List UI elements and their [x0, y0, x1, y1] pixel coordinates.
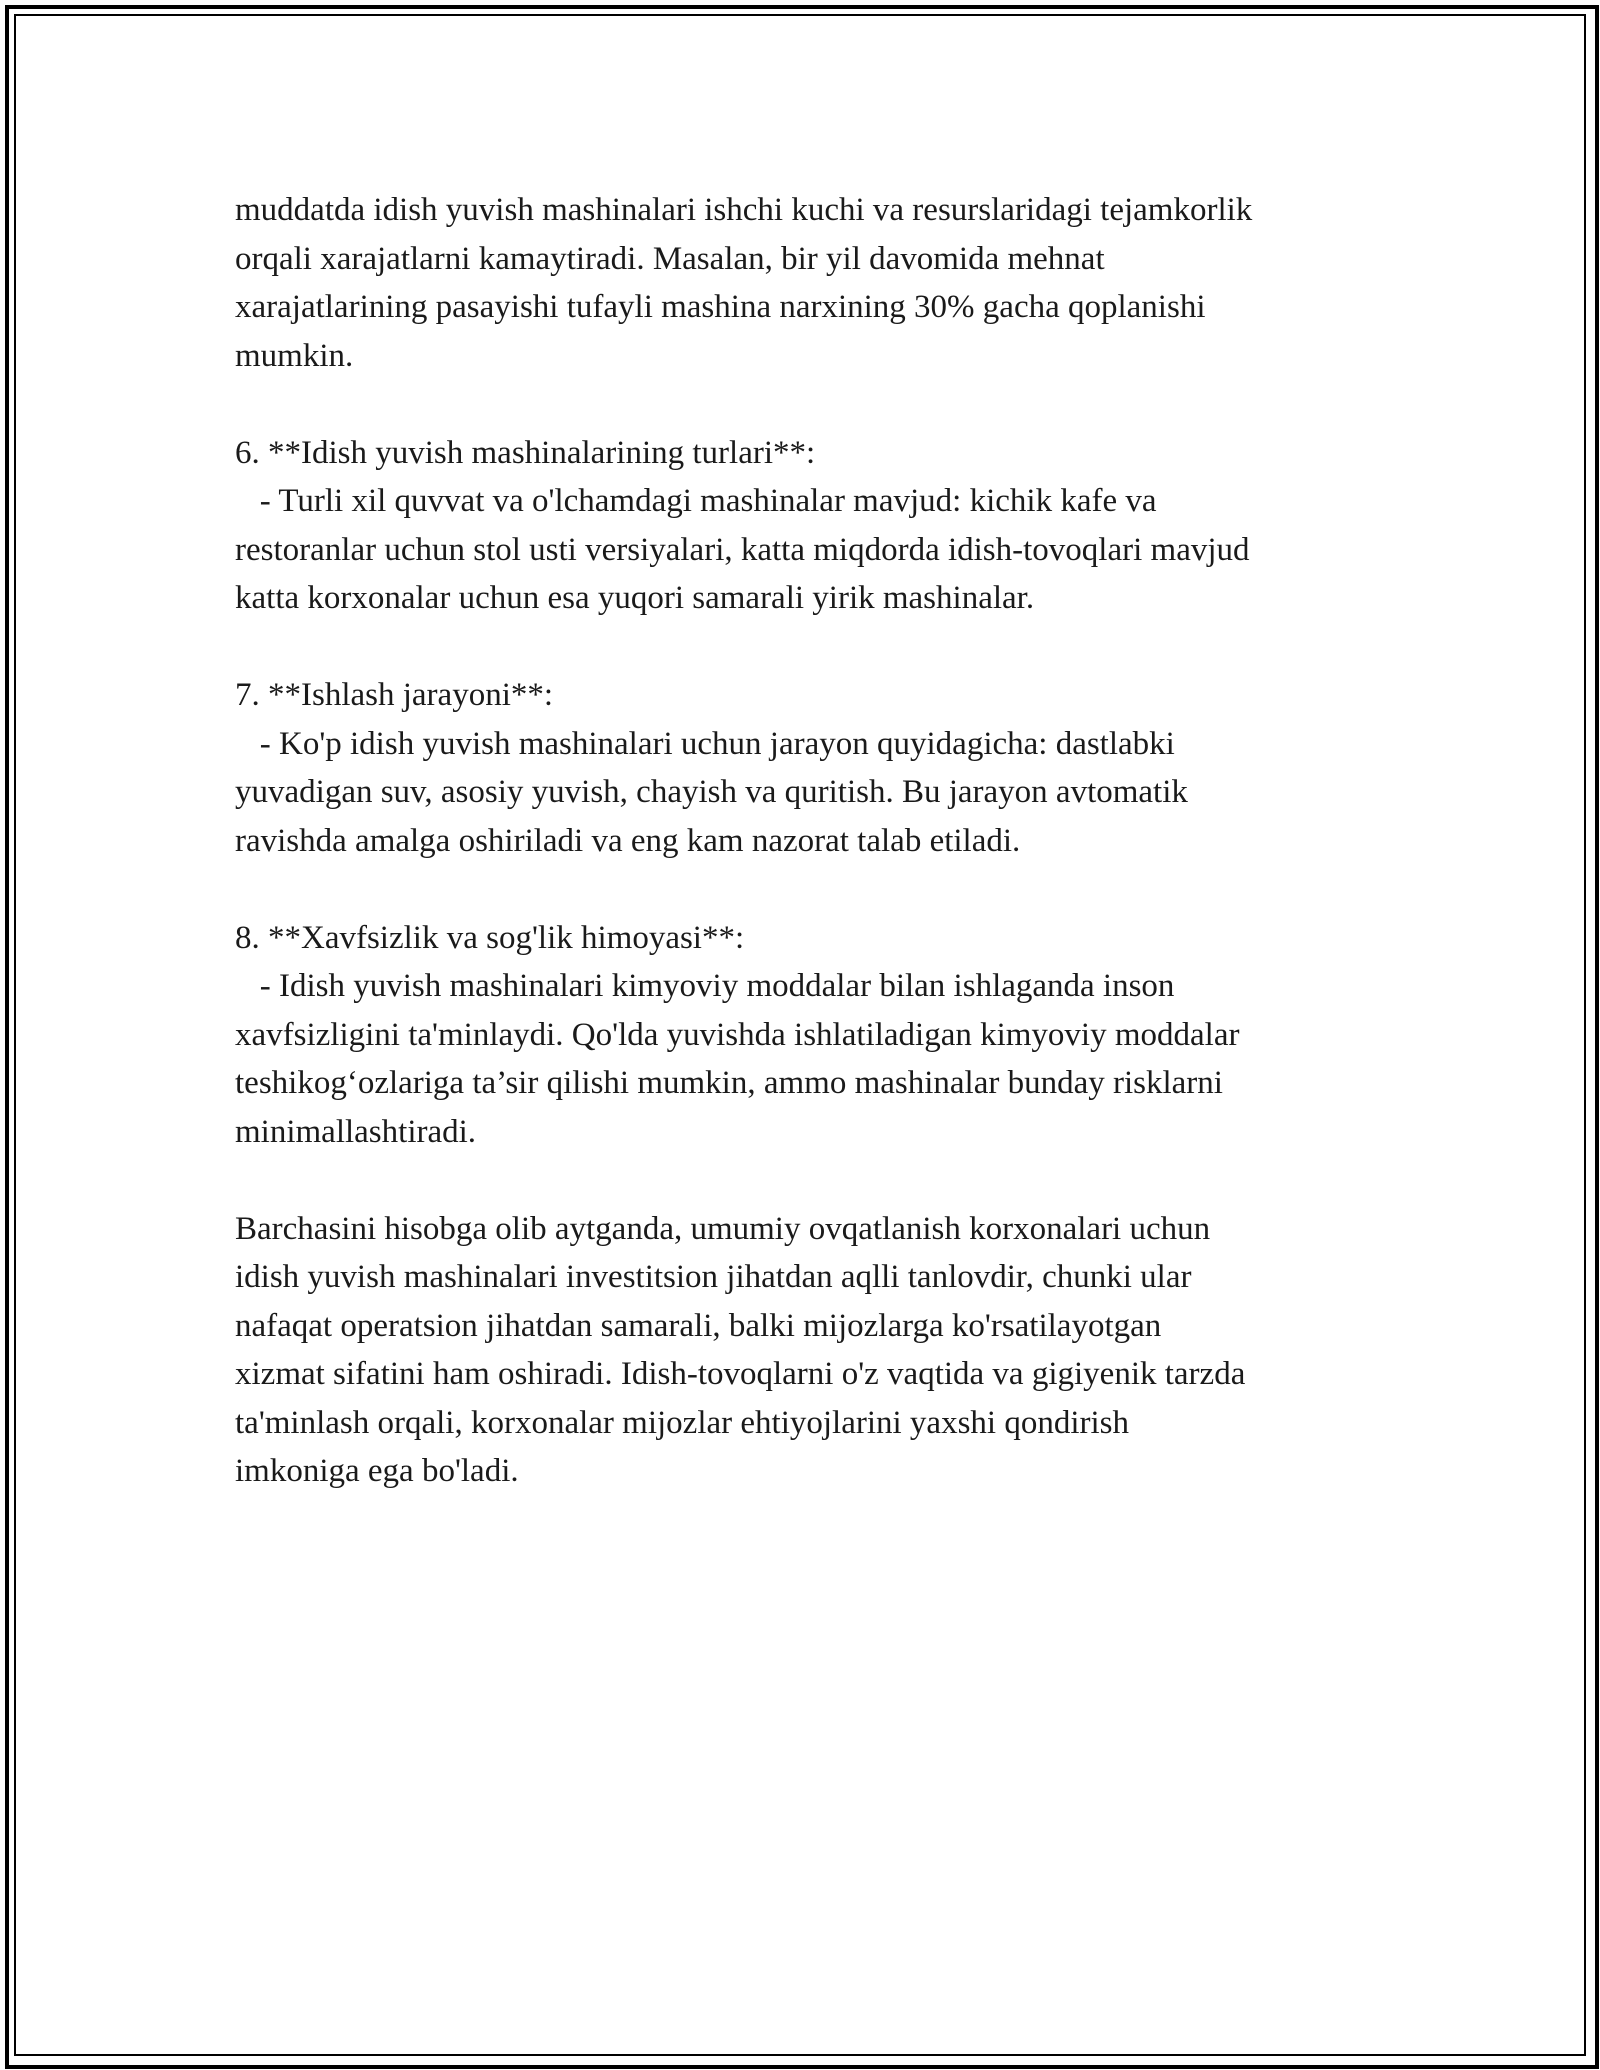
text-line: - Idish yuvish mashinalari kimyoviy moddalar bilan ishlaganda inson [235, 968, 1175, 1004]
paragraph-cost-savings [235, 186, 1385, 380]
text-line: minimallashtiradi. [235, 1113, 477, 1150]
text-line: xavfsizligini ta'minlaydi. Qo'lda yuvishda ishlatiladigan kimyoviy moddalar [235, 1016, 1240, 1053]
text-line: xizmat sifatini ham oshiradi. Idish-tovoqlarni o'z vaqtida va gigiyenik tarzda [235, 1356, 1246, 1392]
section-heading: 7. **Ishlash jarayoni**: [235, 677, 554, 713]
text-line: yuvadigan suv, asosiy yuvish, chayish va quritish. Bu jarayon avtomatik [235, 774, 1188, 810]
text-line: - Ko'p idish yuvish mashinalari uchun jarayon quyidagicha: dastlabki [235, 725, 1175, 762]
text-line: teshikogʻozlariga ta’sir qilishi mumkin, ammo mashinalar bunday risklarni [235, 1065, 1223, 1101]
paragraph-safety [235, 914, 1385, 1157]
text-line: imkoniga ega bo'ladi. [235, 1453, 519, 1489]
paragraph-machine-types [235, 429, 1385, 623]
text-line: Barchasini hisobga olib aytganda, umumiy ovqatlanish korxonalari uchun [235, 1210, 1211, 1247]
paragraph-work-process [235, 671, 1385, 865]
paragraph-conclusion [235, 1205, 1385, 1496]
text-line: ravishda amalga oshiriladi va eng kam nazorat talab etiladi. [235, 822, 1021, 859]
text-line: - Turli xil quvvat va o'lchamdagi mashinalar mavjud: kichik kafe va [235, 483, 1157, 519]
section-heading: 8. **Xavfsizlik va sog'lik himoyasi**: [235, 919, 745, 956]
text-line: idish yuvish mashinalari investitsion jihatdan aqlli tanlovdir, chunki ular [235, 1259, 1192, 1295]
text-line: ta'minlash orqali, korxonalar mijozlar ehtiyojlarini yaxshi qondirish [235, 1404, 1129, 1441]
text-line: xarajatlarining pasayishi tufayli mashina narxining 30% gacha qoplanishi [235, 289, 1206, 325]
text-line: mumkin. [235, 337, 354, 374]
text-line: restoranlar uchun stol usti versiyalari, katta miqdorda idish-tovoqlari mavjud [235, 531, 1250, 568]
text-line: orqali xarajatlarni kamaytiradi. Masalan, bir yil davomida mehnat [235, 240, 1105, 277]
document-body [235, 186, 1385, 1544]
text-line: muddatda idish yuvish mashinalari ishchi kuchi va resurslaridagi tejamkorlik [235, 192, 1253, 228]
section-heading: 6. **Idish yuvish mashinalarining turlari**: [235, 434, 816, 471]
text-line: katta korxonalar uchun esa yuqori samarali yirik mashinalar. [235, 580, 1035, 616]
text-line: nafaqat operatsion jihatdan samarali, balki mijozlarga ko'rsatilayotgan [235, 1307, 1162, 1344]
